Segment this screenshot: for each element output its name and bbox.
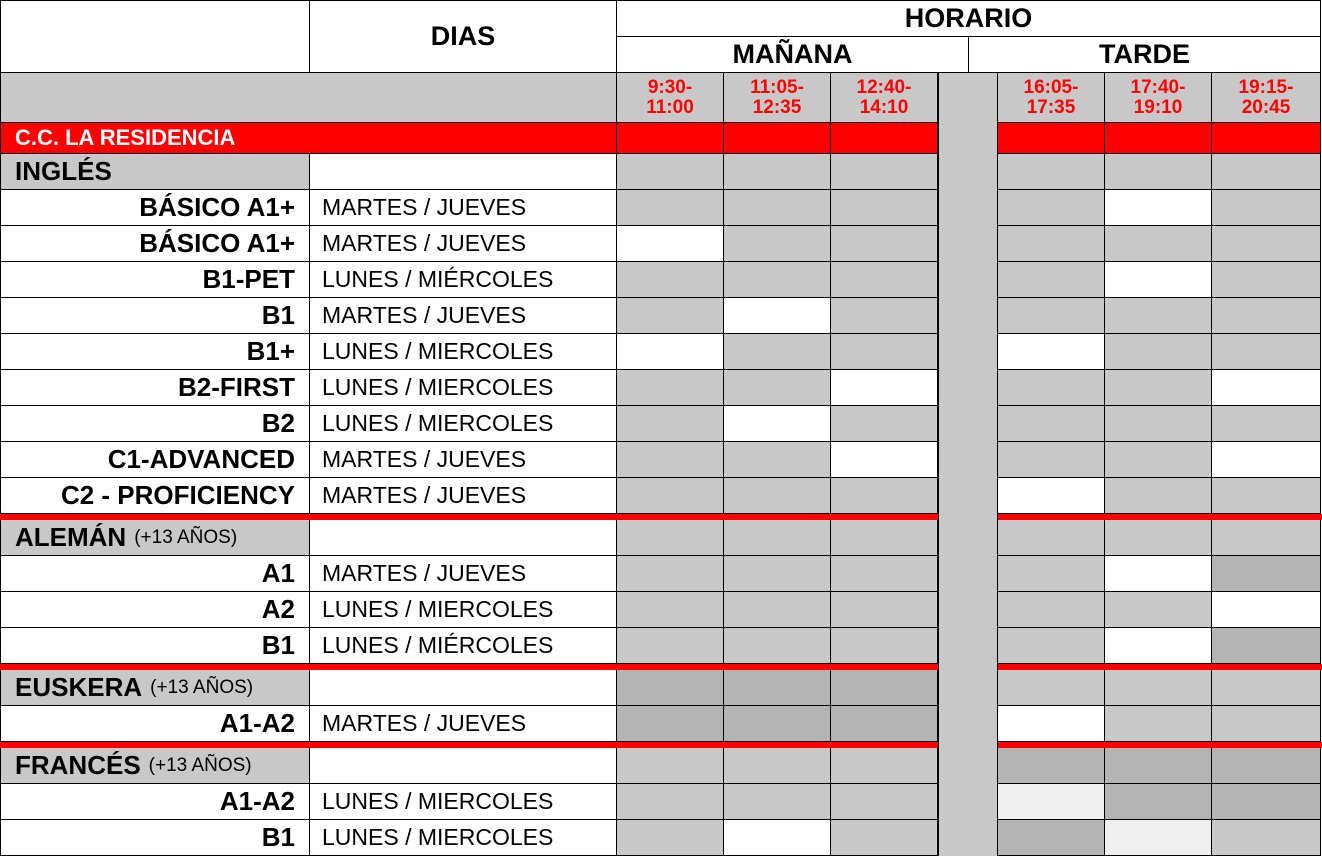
slot-cell [1212,370,1321,406]
slot-cell [724,442,831,478]
slot-afternoon-1: 16:05- 17:35 [998,73,1105,123]
slot-cell [724,706,831,742]
slot-morning-2: 11:05- 12:35 [724,73,831,123]
slot-cell [1105,154,1212,190]
slot-cell [831,406,938,442]
slot-cell [831,154,938,190]
days-label: MARTES / JUEVES [310,442,617,478]
slot-cell [1212,154,1321,190]
days-label: MARTES / JUEVES [310,478,617,514]
slot-cell [617,298,724,334]
slot-cell [617,370,724,406]
level-label: BÁSICO A1+ [0,226,310,262]
slot-cell [998,406,1105,442]
slot-cell [1212,706,1321,742]
slot-cell [724,670,831,706]
language-name: INGLÉS [15,156,112,186]
days-label: LUNES / MIERCOLES [310,592,617,628]
slot-cell [1212,478,1321,514]
age-note: (+13 AÑOS) [134,526,238,548]
level-label: B1-PET [0,262,310,298]
days-label: LUNES / MIÉRCOLES [310,628,617,664]
slot-cell [1105,190,1212,226]
slot-cell [831,334,938,370]
slot-cell [724,748,831,784]
language-label [0,670,310,706]
level-label: B1 [0,298,310,334]
language-name: EUSKERA [15,672,143,702]
slot-cell [724,478,831,514]
level-label: B1 [0,820,310,856]
slot-cell [998,370,1105,406]
slot-cell [998,226,1105,262]
slot-cell [617,820,724,856]
slot-cell [617,670,724,706]
language-label [0,748,310,784]
slot-cell [617,556,724,592]
slot-cell [998,670,1105,706]
slot-cell [1212,820,1321,856]
slot-cell [1105,406,1212,442]
slot-cell [724,262,831,298]
slot-cell [831,190,938,226]
dias-header: DIAS [310,0,617,73]
slot-cell [831,748,938,784]
days-label: MARTES / JUEVES [310,298,617,334]
slot-cell [1105,262,1212,298]
centre-slot [1212,123,1321,154]
slot-cell [1212,748,1321,784]
slot-cell [831,478,938,514]
slot-cell [1105,556,1212,592]
slot-cell [1105,298,1212,334]
slot-cell [998,820,1105,856]
slot-morning-3: 12:40- 14:10 [831,73,938,123]
level-label: B2 [0,406,310,442]
age-note: (+13 AÑOS) [150,676,254,698]
slot-cell [1212,592,1321,628]
slot-cell [724,298,831,334]
slot-cell [998,262,1105,298]
slot-cell [1212,406,1321,442]
slot-cell [1212,226,1321,262]
centre-slot [724,123,831,154]
slot-cell [1105,334,1212,370]
tarde-header: TARDE [969,37,1321,73]
slot-cell [617,406,724,442]
slot-afternoon-3: 19:15- 20:45 [1212,73,1321,123]
days-label: LUNES / MIERCOLES [310,406,617,442]
slot-cell [724,556,831,592]
slot-cell [831,370,938,406]
slot-cell [998,784,1105,820]
centre-slot [831,123,938,154]
lunch-break-column [938,73,998,856]
slot-cell [724,628,831,664]
slot-cell [724,226,831,262]
slot-cell [998,520,1105,556]
slot-cell [1105,592,1212,628]
days-blank [310,154,617,190]
slot-cell [617,520,724,556]
slot-cell [724,592,831,628]
slot-cell [1212,442,1321,478]
level-label: A1-A2 [0,784,310,820]
slot-cell [1212,556,1321,592]
days-label: LUNES / MIERCOLES [310,334,617,370]
slot-cell [1212,670,1321,706]
horario-header: HORARIO [617,0,1321,37]
slot-cell [724,520,831,556]
slot-cell [831,262,938,298]
time-row-blank [0,73,617,123]
level-label: B1+ [0,334,310,370]
days-label: MARTES / JUEVES [310,190,617,226]
slot-cell [1105,478,1212,514]
manana-header: MAÑANA [617,37,969,73]
days-label: LUNES / MIÉRCOLES [310,262,617,298]
slot-morning-1: 9:30- 11:00 [617,73,724,123]
slot-cell [1105,670,1212,706]
slot-cell [617,442,724,478]
slot-cell [831,520,938,556]
level-label: A2 [0,592,310,628]
slot-cell [617,592,724,628]
slot-cell [831,226,938,262]
slot-cell [1212,784,1321,820]
slot-cell [617,190,724,226]
slot-cell [617,706,724,742]
level-label: B1 [0,628,310,664]
language-label [0,520,310,556]
slot-cell [724,406,831,442]
days-label: LUNES / MIERCOLES [310,370,617,406]
slot-cell [1212,262,1321,298]
days-label: MARTES / JUEVES [310,226,617,262]
slot-cell [998,628,1105,664]
slot-cell [617,334,724,370]
slot-cell [1105,748,1212,784]
slot-cell [998,334,1105,370]
centre-name: C.C. LA RESIDENCIA [0,123,617,154]
centre-slot [1105,123,1212,154]
slot-cell [998,298,1105,334]
slot-cell [617,628,724,664]
level-label: C2 - PROFICIENCY [0,478,310,514]
slot-cell [617,784,724,820]
slot-cell [724,190,831,226]
slot-cell [1212,628,1321,664]
language-name: ALEMÁN [15,522,127,552]
level-label: B2-FIRST [0,370,310,406]
slot-cell [1212,520,1321,556]
slot-cell [1105,628,1212,664]
centre-slot [617,123,724,154]
slot-cell [724,820,831,856]
slot-cell [1105,442,1212,478]
days-blank [310,670,617,706]
slot-cell [1212,334,1321,370]
slot-cell [831,556,938,592]
slot-cell [1105,226,1212,262]
days-label: LUNES / MIERCOLES [310,820,617,856]
slot-cell [724,334,831,370]
slot-cell [1105,370,1212,406]
slot-cell [1105,784,1212,820]
slot-cell [1105,706,1212,742]
slot-cell [998,154,1105,190]
slot-cell [998,478,1105,514]
slot-cell [617,154,724,190]
slot-cell [1212,298,1321,334]
corner-blank [0,0,310,73]
slot-cell [724,370,831,406]
slot-cell [617,262,724,298]
slot-afternoon-2: 17:40- 19:10 [1105,73,1212,123]
slot-cell [998,748,1105,784]
slot-cell [1212,190,1321,226]
age-note: (+13 AÑOS) [148,754,252,776]
slot-cell [617,478,724,514]
slot-cell [724,154,831,190]
days-label: MARTES / JUEVES [310,556,617,592]
days-blank [310,748,617,784]
slot-cell [617,748,724,784]
slot-cell [831,592,938,628]
level-label: A1 [0,556,310,592]
days-label: MARTES / JUEVES [310,706,617,742]
language-label [0,154,310,190]
slot-cell [831,706,938,742]
slot-cell [617,226,724,262]
slot-cell [831,442,938,478]
level-label: A1-A2 [0,706,310,742]
slot-cell [831,784,938,820]
slot-cell [998,442,1105,478]
slot-cell [998,556,1105,592]
level-label: C1-ADVANCED [0,442,310,478]
slot-cell [1105,520,1212,556]
slot-cell [831,298,938,334]
language-name: FRANCÉS [15,750,141,780]
slot-cell [724,784,831,820]
slot-cell [831,820,938,856]
slot-cell [998,592,1105,628]
slot-cell [998,190,1105,226]
slot-cell [831,670,938,706]
level-label: BÁSICO A1+ [0,190,310,226]
days-blank [310,520,617,556]
slot-cell [1105,820,1212,856]
centre-slot [998,123,1105,154]
slot-cell [998,706,1105,742]
days-label: LUNES / MIERCOLES [310,784,617,820]
slot-cell [831,628,938,664]
